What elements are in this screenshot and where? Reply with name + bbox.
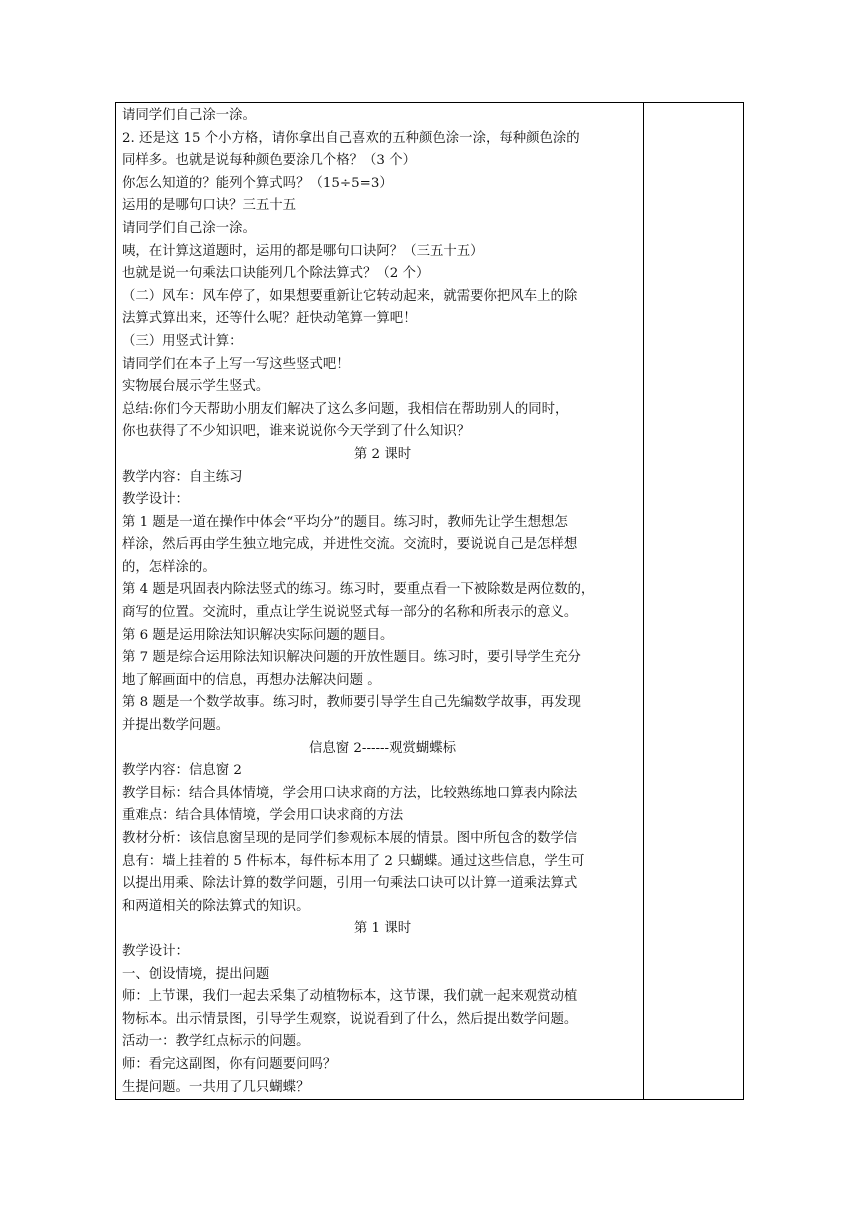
- text-line: 你怎么知道的？能列个算式吗？（15÷5=3）: [122, 175, 393, 191]
- text-line: 生提问题。一共用了几只蝴蝶？: [122, 1079, 310, 1095]
- text-line: 教学内容：自主练习: [122, 469, 243, 485]
- text-line: 教材分析：该信息窗呈现的是同学们参观标本展的情景。图中所包含的数学信: [122, 831, 578, 846]
- text-line: 请同学们在本子上写一写这些竖式吧！: [122, 356, 350, 372]
- text-line: 并提出数学问题。: [122, 718, 230, 734]
- text-line: 请同学们自己涂一涂。: [122, 108, 256, 123]
- text-line: 的，怎样涂的。: [122, 559, 216, 575]
- text-line: 也就是说一句乘法口诀能列几个除法算式？（2 个）: [122, 266, 430, 282]
- text-line: 重难点：结合具体情境，学会用口诀求商的方法: [122, 808, 404, 824]
- text-line: 你也获得了不少知识吧，谁来说说你今天学到了什么知识？: [122, 424, 471, 440]
- text-line: 教学设计：: [122, 492, 189, 508]
- lesson-content-column: [116, 103, 644, 1099]
- section-heading: 第 2 课时: [353, 446, 412, 462]
- text-line: 第 6 题是运用除法知识解决实际问题的题目。: [122, 627, 394, 643]
- text-line: 运用的是哪句口诀？三五十五: [122, 198, 297, 214]
- text-line: 活动一：教学红点标示的问题。: [122, 1034, 310, 1050]
- document-table: [115, 102, 744, 1100]
- text-line: 样涂，然后再由学生独立地完成，并进性交流。交流时，要说说自己是怎样想: [122, 537, 578, 553]
- notes-column: [644, 103, 743, 1099]
- text-line: 师：看完这副图，你有问题要问吗？: [122, 1056, 337, 1072]
- text-line: （三）用竖式计算：: [122, 333, 243, 349]
- text-line: 以提出用乘、除法计算的数学问题，引用一句乘法口诀可以计算一道乘法算式: [122, 876, 578, 892]
- text-line: 一、创设情境，提出问题: [122, 966, 270, 982]
- text-line: 教学内容：信息窗 2: [122, 763, 242, 779]
- text-line: 咦，在计算这道题时，运用的都是哪句口诀阿？（三五十五）: [122, 243, 484, 259]
- section-heading: 信息窗 2------观赏蝴蝶标: [308, 740, 457, 756]
- section-heading: 第 1 课时: [353, 921, 412, 937]
- text-line: 商写的位置。交流时，重点让学生说说竖式每一部分的名称和所表示的意义。: [122, 605, 578, 621]
- text-line: 和两道相关的除法算式的知识。: [122, 898, 310, 914]
- text-line: 第 7 题是综合运用除法知识解决问题的开放性题目。练习时，要引导学生充分: [122, 650, 581, 666]
- text-line: 教学设计：: [122, 943, 189, 959]
- text-line: 物标本。出示情景图，引导学生观察，说说看到了什么，然后提出数学问题。: [122, 1011, 578, 1027]
- text-line: （二）风车：风车停了，如果想要重新让它转动起来，就需要你把风车上的除: [122, 288, 578, 304]
- text-line: 第 1 题是一道在操作中体会“平均分”的题目。练习时，教师先让学生想想怎: [122, 514, 568, 530]
- text-line: 请同学们自己涂一涂。: [122, 220, 256, 236]
- text-line: 实物展台展示学生竖式。: [122, 379, 270, 395]
- text-line: 师：上节课，我们一起去采集了动植物标本，这节课，我们就一起来观赏动植: [122, 989, 578, 1005]
- text-line: 第 4 题是巩固表内除法竖式的练习。练习时，要重点看一下被除数是两位数的，: [122, 582, 595, 598]
- text-line: 第 8 题是一个数学故事。练习时，教师要引导学生自己先编数学故事，再发现: [122, 695, 581, 711]
- text-line: 2. 还是这 15 个小方格，请你拿出自己喜欢的五种颜色涂一涂，每种颜色涂的: [122, 130, 580, 146]
- text-line: 总结:你们今天帮助小朋友们解决了这么多问题，我相信在帮助别人的同时，: [122, 401, 569, 417]
- text-line: 地了解画面中的信息，再想办法解决问题 。: [122, 672, 381, 688]
- text-line: 教学目标：结合具体情境，学会用口诀求商的方法，比较熟练地口算表内除法: [122, 785, 578, 801]
- text-line: 法算式算出来，还等什么呢？赶快动笔算一算吧！: [122, 311, 417, 327]
- text-line: 息有：墙上挂着的 5 件标本，每件标本用了 2 只蝴蝶。通过这些信息，学生可: [122, 853, 585, 869]
- text-line: 同样多。也就是说每种颜色要涂几个格？（3 个）: [122, 153, 416, 169]
